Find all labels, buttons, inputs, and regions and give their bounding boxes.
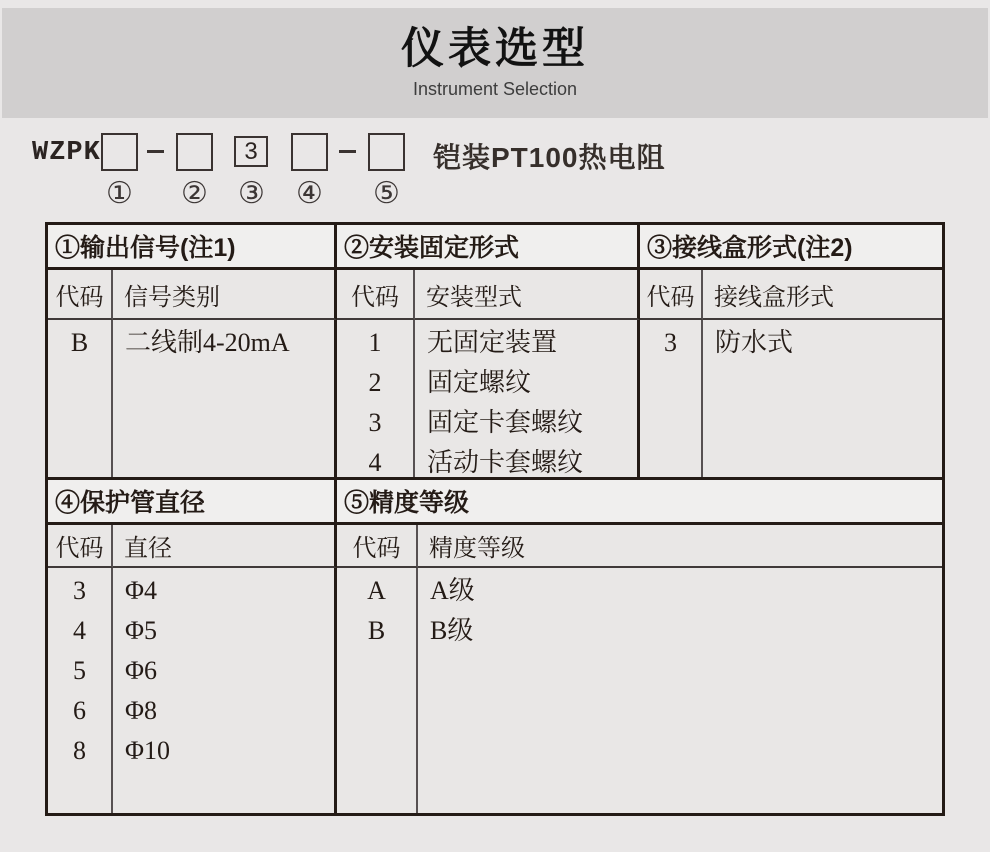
model-code-box-2: [176, 133, 213, 171]
row-code: 4: [73, 616, 86, 645]
section-1-codes: [48, 320, 113, 477]
row-code: B: [367, 616, 386, 645]
section-4-code-header: 代码: [48, 525, 113, 568]
row-label: Φ4: [125, 576, 158, 605]
section-5-codes: [337, 568, 418, 813]
selection-table: [45, 222, 945, 816]
model-code-box-3: 3: [234, 136, 268, 167]
row-code: 3: [664, 328, 677, 357]
model-prefix: WZPK: [32, 138, 101, 168]
row-code: A: [367, 576, 386, 605]
row-label: 活动卡套螺纹: [427, 448, 584, 477]
section-5-code-header: 代码: [337, 525, 418, 568]
table-group-lower: [48, 480, 942, 813]
row-code: 5: [73, 656, 86, 685]
section-2-label-header: 安装型式: [415, 270, 640, 320]
row-label: Φ6: [125, 656, 158, 685]
row-label: 防水式: [715, 328, 794, 357]
section-2-code-header: 代码: [337, 270, 415, 320]
section-2-codes: [337, 320, 415, 477]
model-code-line: [0, 0, 990, 220]
section-2-header: ②安装固定形式: [337, 225, 640, 270]
section-3-codes: [640, 320, 703, 477]
page-subtitle: Instrument Selection: [412, 78, 578, 99]
row-code: 3: [73, 576, 86, 605]
row-label: 固定卡套螺纹: [427, 408, 584, 437]
section-5-header: ⑤精度等级: [337, 480, 942, 525]
row-code: 3: [368, 408, 382, 437]
position-label-1: ①: [106, 177, 133, 210]
position-label-5: ⑤: [373, 177, 400, 210]
table-group-upper: [48, 225, 942, 480]
row-code: 1: [368, 328, 382, 357]
row-code: 4: [368, 448, 382, 477]
row-code: 6: [73, 696, 86, 725]
section-4-label-header: 直径: [113, 525, 337, 568]
page-title: 仪表选型: [401, 25, 589, 74]
row-label: 固定螺纹: [427, 368, 532, 397]
row-label: 无固定装置: [427, 328, 558, 357]
section-2-labels: [415, 320, 640, 477]
row-code: 2: [368, 368, 382, 397]
row-label: Φ5: [125, 616, 158, 645]
section-5-label-header: 精度等级: [418, 525, 942, 568]
section-3-label-header: 接线盒形式: [703, 270, 942, 320]
position-label-4: ④: [296, 177, 323, 210]
row-label: 二线制4-20mA: [125, 328, 290, 357]
model-code-box-1: [101, 133, 138, 171]
row-label: A级: [430, 576, 475, 605]
row-label: Φ8: [125, 696, 158, 725]
dash-separator: [147, 150, 164, 153]
position-label-3: ③: [238, 177, 265, 210]
section-3-header: ③接线盒形式(注2): [640, 225, 942, 270]
section-4-labels: [113, 568, 337, 813]
section-4-header: ④保护管直径: [48, 480, 337, 525]
section-4-codes: [48, 568, 113, 813]
model-code-box-4: [291, 133, 328, 171]
section-3-code-header: 代码: [640, 270, 703, 320]
row-code: 8: [73, 736, 86, 765]
section-3-labels: [703, 320, 942, 477]
section-1-label-header: 信号类别: [113, 270, 337, 320]
row-label: Φ10: [125, 736, 171, 765]
section-1-labels: [113, 320, 337, 477]
model-suffix: 铠装PT100热电阻: [433, 142, 666, 173]
section-5-labels: [418, 568, 942, 813]
position-label-2: ②: [181, 177, 208, 210]
row-code: B: [70, 328, 89, 357]
model-code-box-5: [368, 133, 405, 171]
section-1-code-header: 代码: [48, 270, 113, 320]
dash-separator: [339, 150, 356, 153]
section-1-header: ①输出信号(注1): [48, 225, 337, 270]
row-label: B级: [430, 616, 474, 645]
